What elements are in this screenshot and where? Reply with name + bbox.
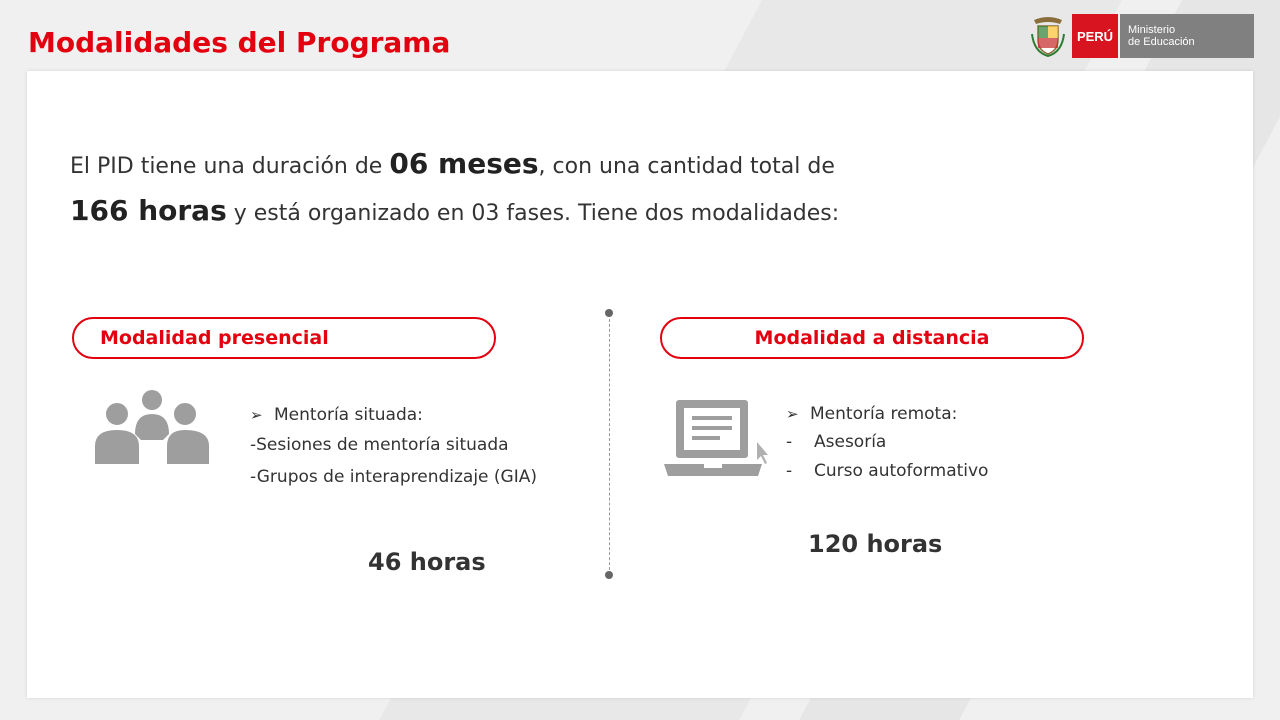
modality-presencial-label: Modalidad presencial (72, 317, 496, 359)
presencial-hours: 46 horas (368, 548, 486, 576)
peru-label: PERÚ (1072, 14, 1118, 58)
dash-bullet: - (786, 461, 793, 481)
list-heading: Mentoría situada: (274, 405, 423, 425)
intro-text-3: y está organizado en 03 fases. Tiene dos modalidades: (226, 201, 840, 226)
coat-of-arms-icon (1030, 14, 1066, 58)
list-item (786, 428, 1076, 457)
list-item (786, 400, 1076, 428)
intro-paragraph (70, 142, 970, 236)
arrow-bullet-icon: ➢ (786, 405, 799, 423)
list-item: -Sesiones de mentoría situada (250, 435, 509, 455)
laptop-icon (664, 398, 772, 478)
divider-dot-bottom (605, 571, 613, 579)
total-hours-value: 166 horas (70, 194, 227, 227)
dash-bullet: - (786, 432, 793, 452)
presencial-details (250, 400, 560, 496)
intro-text-2: , con una cantidad total de (538, 154, 835, 179)
distancia-hours: 120 horas (808, 530, 943, 558)
intro-text-1: El PID tiene una duración de (70, 154, 390, 179)
list-item-text: Curso autoformativo (814, 461, 989, 481)
ministry-line-2: de Educación (1128, 36, 1195, 48)
divider-dot-top (605, 309, 613, 317)
duration-value: 06 meses (389, 147, 539, 180)
list-item (250, 400, 560, 430)
distancia-details (786, 400, 1076, 486)
modality-distancia-label: Modalidad a distancia (660, 317, 1084, 359)
ministry-label (1120, 14, 1254, 58)
list-item (786, 457, 1076, 486)
ministry-line-1: Ministerio (1128, 24, 1176, 36)
divider-line (609, 314, 610, 575)
people-icon (93, 388, 213, 466)
list-heading: Mentoría remota: (810, 404, 958, 424)
list-item: -Grupos de interaprendizaje (GIA) (250, 467, 537, 487)
ministry-logo (1030, 14, 1254, 58)
list-item-text: Asesoría (814, 432, 887, 452)
page-title: Modalidades del Programa (28, 26, 451, 59)
arrow-bullet-icon: ➢ (250, 406, 263, 424)
